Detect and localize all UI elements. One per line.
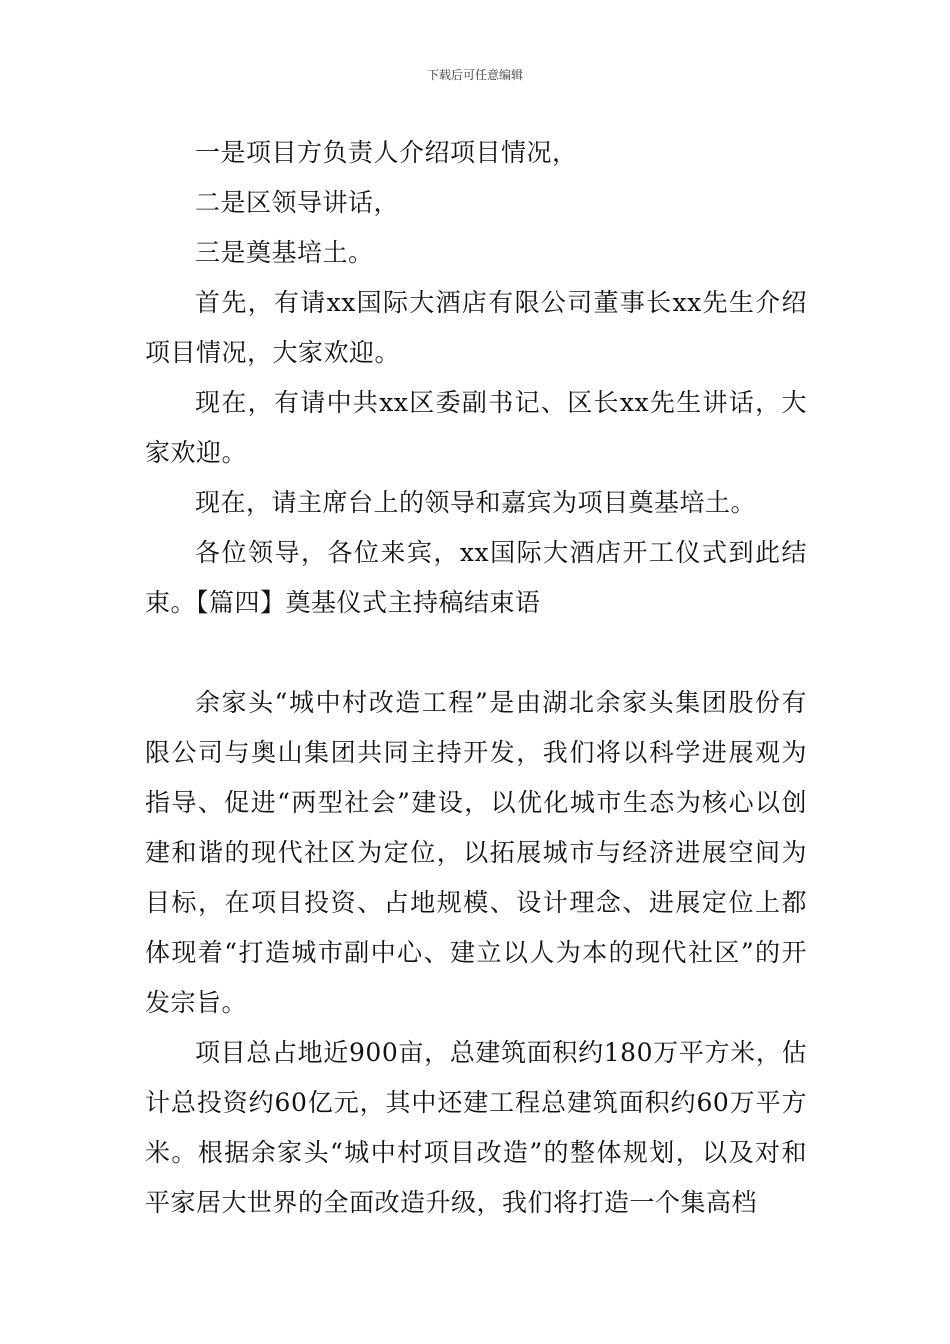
paragraph: 一是项目方负责人介绍项目情况， <box>195 138 578 167</box>
paragraph: 余家头“城中村改造工程”是由湖北余家头集团股份有限公司与奥山集团共同主持开发，我们将以科学进展观为指导、促进“两型社会”建设，以优化城市生态为核心以创建和谐的现代社区为定位，以拓展城市与经济进展空间为目标，在项目投资、占地规模、设计理念、进展定位上都体现着“打造城市副中心、建立以人为本的现代社区”的开发宗旨。 <box>145 688 807 1017</box>
page-header: 下载后可任意编辑 <box>426 68 523 82</box>
blank-line <box>145 628 807 678</box>
paragraph: 现在，请主席台上的领导和嘉宾为项目奠基培土。 <box>195 488 757 517</box>
document-body <box>145 128 807 1228</box>
paragraph: 首先，有请xx国际大酒店有限公司董事长xx先生介绍项目情况，大家欢迎。 <box>145 288 807 367</box>
paragraph: 现在，有请中共xx区委副书记、区长xx先生讲话，大家欢迎。 <box>145 388 807 467</box>
paragraph: 三是奠基培土。 <box>195 238 374 267</box>
paragraph: 各位领导，各位来宾，xx国际大酒店开工仪式到此结束。【篇四】奠基仪式主持稿结束语 <box>145 538 807 617</box>
paragraph: 项目总占地近900亩，总建筑面积约180万平方米，估计总投资约60亿元，其中还建工程总建筑面积约60万平方米。根据余家头“城中村项目改造”的整体规划，以及对和平家居大世界的全面改造升级，我们将打造一个集高档 <box>145 1038 807 1217</box>
paragraph: 二是区领导讲话， <box>195 188 400 217</box>
